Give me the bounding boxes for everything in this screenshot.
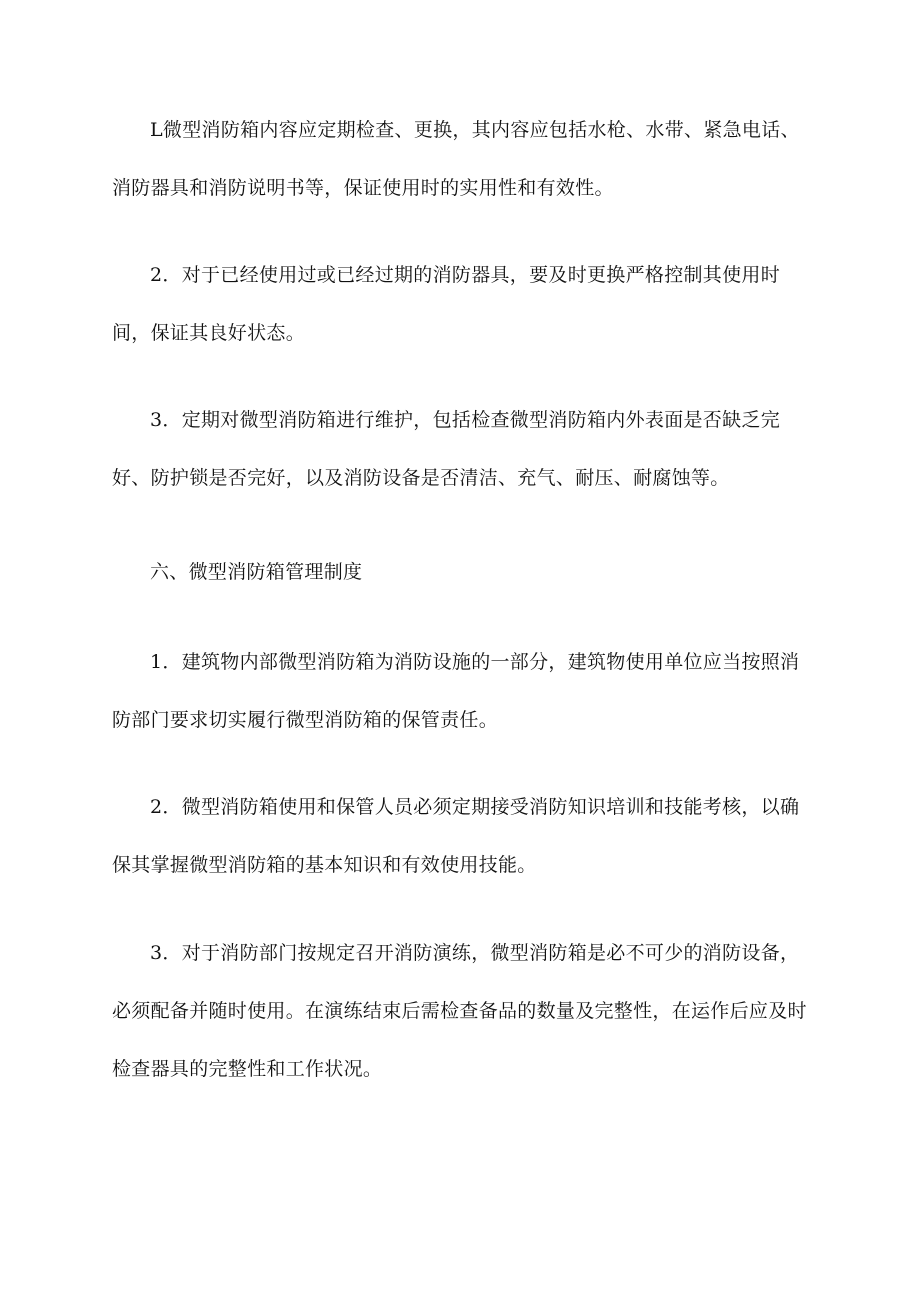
paragraph-replace-expired: 2．对于已经使用过或已经过期的消防器具，要及时更换严格控制其使用时间，保证其良好状态。: [112, 264, 780, 344]
paragraph-regular-maintenance: 3．定期对微型消防箱进行维护，包括检查微型消防箱内外表面是否缺乏完好、防护锁是否完好，以及消防设备是否清洁、充气、耐压、耐腐蚀等。: [112, 409, 780, 489]
paragraph-training: 2．微型消防箱使用和保管人员必须定期接受消防知识培训和技能考核，以确保其掌握微型消防箱的基本知识和有效使用技能。: [112, 796, 800, 876]
paragraph-drills: 3．对于消防部门按规定召开消防演练，微型消防箱是必不可少的消防设备，必须配备并随时使用。在演练结束后需检查备品的数量及完整性，在运作后应及时检查器具的完整性和工作状况。: [112, 942, 807, 1080]
paragraph-maintenance-contents: L微型消防箱内容应定期检查、更换，其内容应包括水枪、水带、紧急电话、消防器具和消防说明书等，保证使用时的实用性和有效性。: [112, 119, 800, 199]
paragraph-management-responsibility: 1．建筑物内部微型消防箱为消防设施的一部分，建筑物使用单位应当按照消防部门要求切实履行微型消防箱的保管责任。: [112, 651, 800, 731]
section-heading: 六、微型消防箱管理制度: [150, 561, 363, 583]
